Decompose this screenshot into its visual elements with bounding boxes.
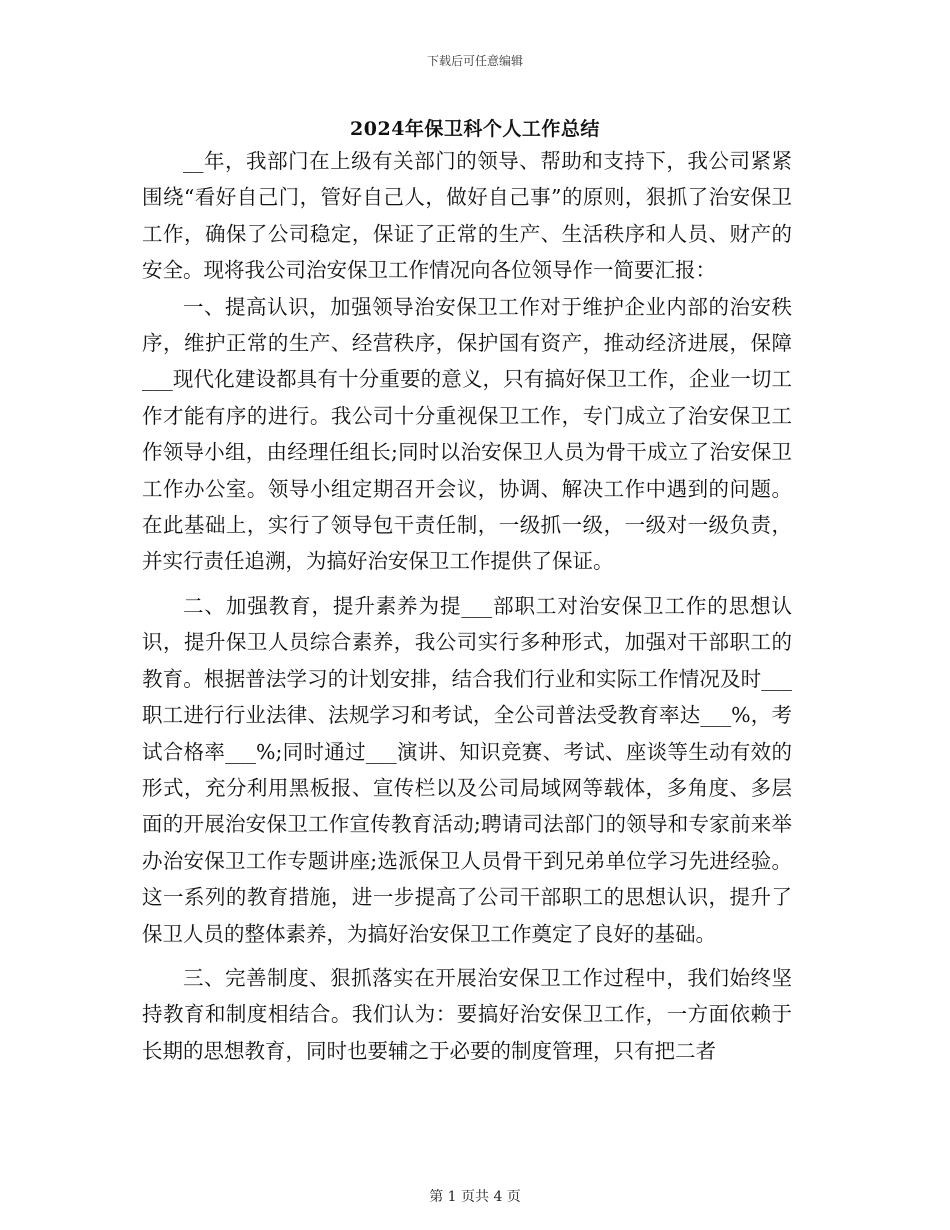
paragraph-section-3: 三、完善制度、狠抓落实在开展治安保卫工作过程中，我们始终坚持教育和制度相结合。我们认为：要搞好治安保卫工作，一方面依赖于长期的思想教育，同时也要辅之于必要的制度管理，只有把二者 <box>142 965 792 1063</box>
paragraph-intro: __年，我部门在上级有关部门的领导、帮助和支持下，我公司紧紧围绕“看好自己门，管好自己人，做好自己事”的原则，狠抓了治安保卫工作，确保了公司稳定，保证了正常的生产、生活秩序和人员、财产的安全。现将我公司治安保卫工作情况向各位领导作一简要汇报： <box>142 149 792 283</box>
document-title: 2024年保卫科个人工作总结 <box>350 118 600 140</box>
paragraph-section-2: 二、加强教育，提升素养为提___部职工对治安保卫工作的思想认识，提升保卫人员综合素养，我公司实行多种形式，加强对干部职工的教育。根据普法学习的计划安排，结合我们行业和实际工作情况及时___职工进行行业法律、法规学习和考试，全公司普法受教育率达___%，考试合格率___%;同时通过___演讲、知识竞赛、考试、座谈等生动有效的形式，充分利用黑板报、宣传栏以及公司局域网等载体，多角度、多层面的开展治安保卫工作宣传教育活动;聘请司法部门的领导和专家前来举办治安保卫工作专题讲座;选派保卫人员骨干到兄弟单位学习先进经验。这一系列的教育措施，进一步提高了公司干部职工的思想认识，提升了保卫人员的整体素养，为搞好治安保卫工作奠定了良好的基础。 <box>142 593 792 946</box>
paragraph-section-1: 一、提高认识，加强领导治安保卫工作对于维护企业内部的治安秩序，维护正常的生产、经营秩序，保护国有资产，推动经济进展，保障___现代化建设都具有十分重要的意义，只有搞好保卫工作，企业一切工作才能有序的进行。我公司十分重视保卫工作，专门成立了治安保卫工作领导小组，由经理任组长;同时以治安保卫人员为骨干成立了治安保卫工作办公室。领导小组定期召开会议，协调、解决工作中遇到的问题。在此基础上，实行了领导包干责任制，一级抓一级，一级对一级负责，并实行责任追溯，为搞好治安保卫工作提供了保证。 <box>142 294 792 574</box>
page-header-note: 下载后可任意编辑 <box>426 54 523 68</box>
document-body <box>142 143 792 1069</box>
page-number: 第 1 页共 4 页 <box>429 1189 521 1205</box>
